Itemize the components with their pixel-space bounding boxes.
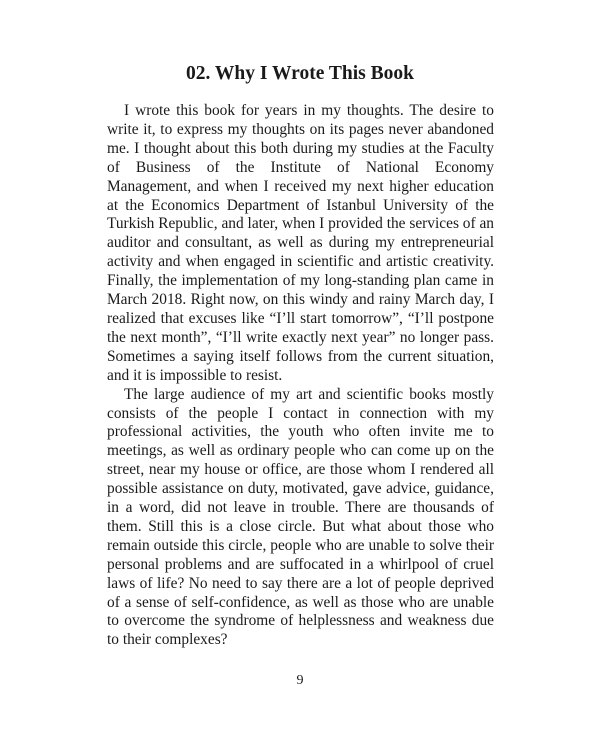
chapter-title: 02. Why I Wrote This Book <box>186 63 414 84</box>
body-text <box>107 102 494 650</box>
page-number: 9 <box>296 673 304 688</box>
paragraph-2: The large audience of my art and scientific books mostly consists of the people I contact in connection with my professional activities, the youth who often invite me to meetings, as well as ordinary people who can come up on the street, near my house or office, are those whom I rendered all possible assistance on duty, motivated, gave advice, guidance, in a word, did not leave in trouble. There are thousands of them. Still this is a close circle. But what about those who remain outside this circle, people who are unable to solve their personal problems and are suffocated in a whirlpool of cruel laws of life? No need to say there are a lot of people deprived of a sense of self-confidence, as well as those who are unable to overcome the syndrome of helplessness and weakness due to their complexes? <box>107 385 494 649</box>
paragraph-1: I wrote this book for years in my thoughts. The desire to write it, to express my thoughts on its pages never abandoned me. I thought about this both during my studies at the Faculty of Business of the Institute of National Economy Management, and when I received my next higher education at the Economics Department of Istanbul University of the Turkish Republic, and later, when I provided the services of an auditor and consultant, as well as during my entrepreneurial activity and when engaged in scientific and artistic creativity. Finally, the implementation of my long-standing plan came in March 2018. Right now, on this windy and rainy March day, I realized that excuses like “I’ll start tomorrow”, “I’ll postpone the next month”, “I’ll write exactly next year” no longer pass. Sometimes a saying itself follows from the current situation, and it is impossible to resist. <box>107 102 494 384</box>
